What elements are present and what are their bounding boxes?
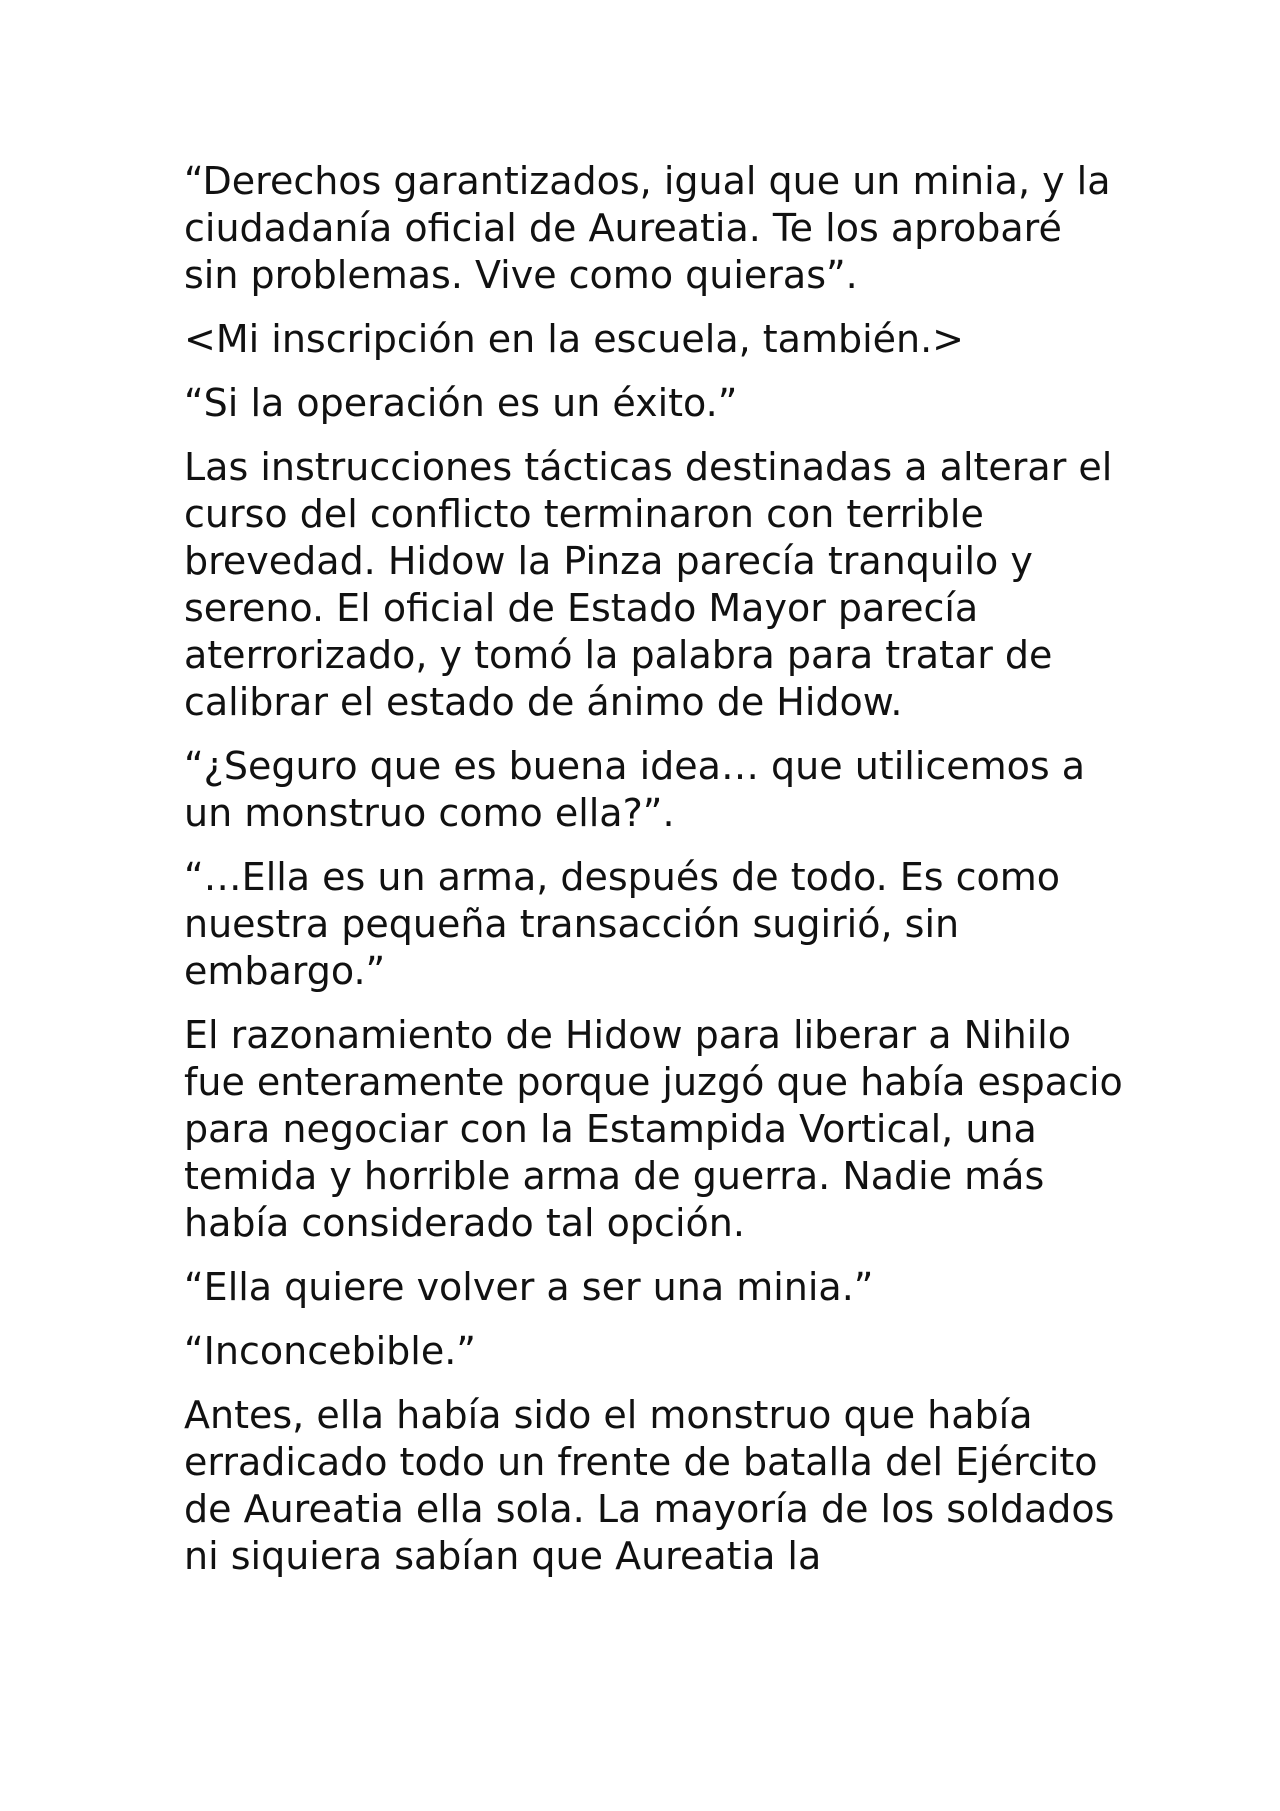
paragraph-5: “¿Seguro que es buena idea… que utilicemos a un monstruo como ella?”. bbox=[184, 744, 1086, 835]
paragraph-10: Antes, ella había sido el monstruo que había erradicado todo un frente de batalla del Ejército de Aureatia ella sola. La mayoría de los soldados ni siquiera sabían que Aureatia la bbox=[184, 1393, 1115, 1578]
paragraph-9: “Inconcebible.” bbox=[184, 1329, 476, 1373]
paragraph-6: “…Ella es un arma, después de todo. Es como nuestra pequeña transacción sugirió, sin embargo.” bbox=[184, 855, 1061, 993]
paragraph-2: <Mi inscripción en la escuela, también.> bbox=[184, 317, 965, 361]
body-text bbox=[184, 158, 1124, 1597]
paragraph-1: “Derechos garantizados, igual que un minia, y la ciudadanía oficial de Aureatia. Te los aprobaré sin problemas. Vive como quieras”. bbox=[184, 159, 1111, 297]
paragraph-7: El razonamiento de Hidow para liberar a Nihilo fue enteramente porque juzgó que había espacio para negociar con la Estampida Vortical, una temida y horrible arma de guerra. Nadie más había considerado tal opción. bbox=[184, 1013, 1123, 1245]
paragraph-8: “Ella quiere volver a ser una minia.” bbox=[184, 1265, 874, 1309]
paragraph-3: “Si la operación es un éxito.” bbox=[184, 381, 738, 425]
paragraph-4: Las instrucciones tácticas destinadas a alterar el curso del conflicto terminaron con terrible brevedad. Hidow la Pinza parecía tranquilo y sereno. El oficial de Estado Mayor parecía aterrorizado, y tomó la palabra para tratar de calibrar el estado de ánimo de Hidow. bbox=[184, 445, 1113, 724]
